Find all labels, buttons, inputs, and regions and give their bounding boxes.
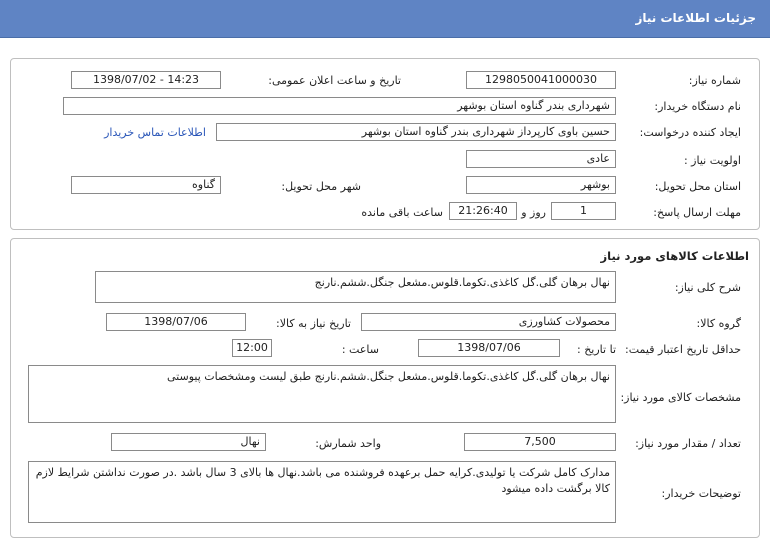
buyer-notes-field: مدارک کامل شرکت یا تولیدی.کرایه حمل برعهده فروشنده می باشد.نهال ها بالای 3 سال باشد .در صورت نداشتن شرایط لازم کالا برگشت داده میشود [28, 461, 616, 523]
min-price-validity-label: حداقل تاریخ اعتبار قیمت: [625, 343, 741, 356]
specs-label: مشخصات کالای مورد نیاز: [620, 391, 741, 404]
need-number-field: 1298050041000030 [466, 71, 616, 89]
city-label: شهر محل تحویل: [281, 180, 361, 193]
deadline-days-field: 1 [551, 202, 616, 220]
general-desc-label: شرح کلی نیاز: [674, 281, 741, 294]
unit-label: واحد شمارش: [315, 437, 381, 450]
page-title: جزئیات اطلاعات نیاز [635, 11, 756, 25]
unit-field: نهال [111, 433, 266, 451]
buyer-notes-label: توضیحات خریدار: [661, 487, 741, 500]
requester-field: حسین باوی کارپرداز شهرداری بندر گناوه استان بوشهر [216, 123, 616, 141]
need-number-label: شماره نیاز: [688, 74, 741, 87]
need-date-field: 1398/07/06 [106, 313, 246, 331]
goods-group-field: محصولات کشاورزی [361, 313, 616, 331]
deadline-time-field: 21:26:40 [449, 202, 517, 220]
goods-section-title: اطلاعات کالاهای مورد نیاز [600, 249, 749, 263]
priority-field: عادی [466, 150, 616, 168]
province-field: بوشهر [466, 176, 616, 194]
general-desc-field: نهال برهان گلی.گل کاغذی.تکوما.قلوس.مشعل جنگل.ششم.نارنج [95, 271, 616, 303]
need-date-label: تاریخ نیاز به کالا: [276, 317, 351, 330]
buyer-contact-link[interactable]: اطلاعات تماس خریدار [104, 126, 206, 139]
page-header [0, 0, 770, 38]
quantity-field: 7,500 [464, 433, 616, 451]
goods-info-panel [10, 238, 760, 538]
days-and-label: روز و [521, 206, 546, 219]
need-info-panel [10, 58, 760, 230]
until-date-field: 1398/07/06 [418, 339, 560, 357]
buyer-org-field: شهرداری بندر گناوه استان بوشهر [63, 97, 616, 115]
announce-datetime-label: تاریخ و ساعت اعلان عمومی: [268, 74, 401, 87]
specs-field: نهال برهان گلی.گل کاغذی.تکوما.قلوس.مشعل جنگل.ششم.نارنج طبق لیست ومشخصات پیوستی [28, 365, 616, 423]
time-field: 12:00 [232, 339, 272, 357]
province-label: استان محل تحویل: [654, 180, 741, 193]
requester-label: ایجاد کننده درخواست: [639, 126, 741, 139]
deadline-label: مهلت ارسال پاسخ: [653, 206, 741, 219]
announce-datetime-field: 1398/07/02 - 14:23 [71, 71, 221, 89]
quantity-label: تعداد / مقدار مورد نیاز: [635, 437, 741, 450]
goods-group-label: گروه کالا: [696, 317, 741, 330]
until-date-label: تا تاریخ : [577, 343, 616, 356]
priority-label: اولویت نیاز : [683, 154, 741, 167]
city-field: گناوه [71, 176, 221, 194]
time-label: ساعت : [341, 343, 379, 356]
remaining-label: ساعت باقی مانده [361, 206, 443, 219]
buyer-org-label: نام دستگاه خریدار: [654, 100, 741, 113]
